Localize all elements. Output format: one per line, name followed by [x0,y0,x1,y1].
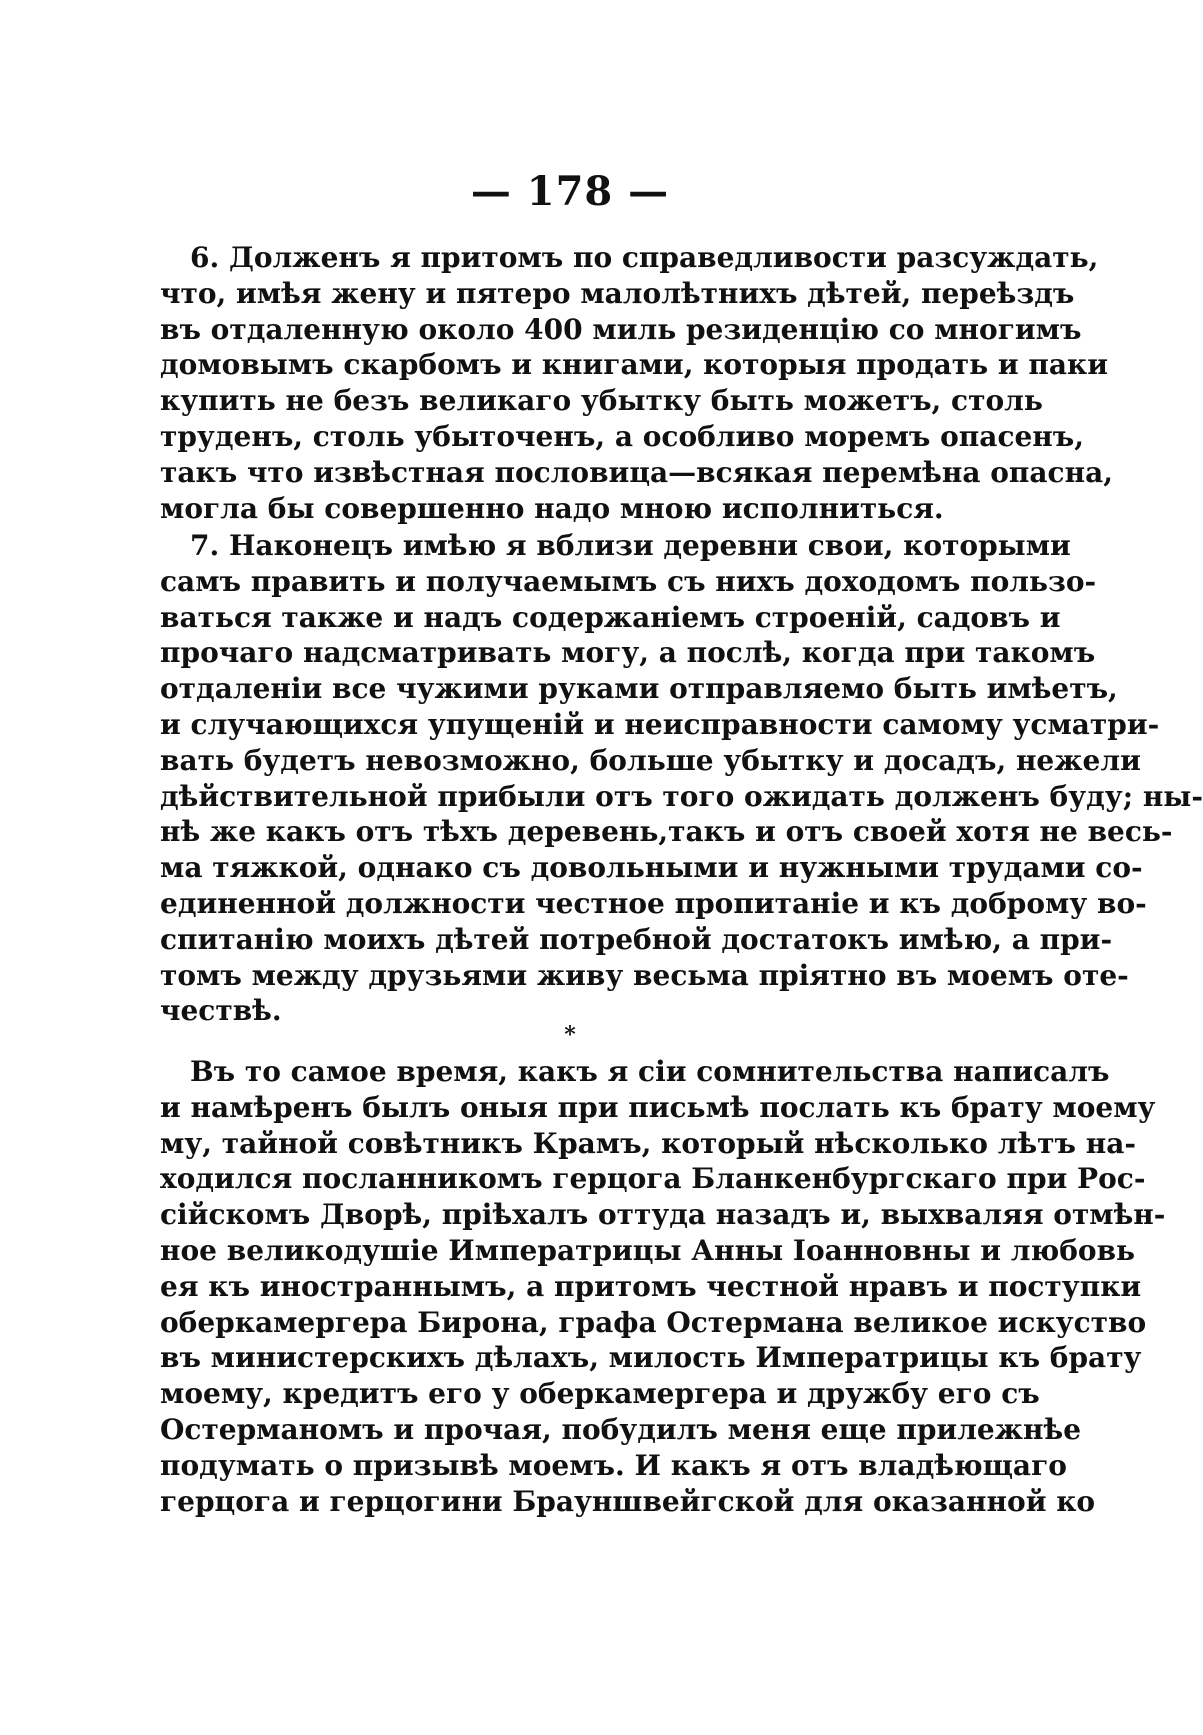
text-line: и случающихся упущеній и неисправности самому усматри- [160,707,1160,741]
text-line: купить не безъ великаго убытку быть можетъ, столь [160,384,1043,418]
text-line: вать будетъ невозможно, больше убытку и досадъ, нежели [160,743,1141,777]
text-line: ваться также и надъ содержаніемъ строеній, садовъ и [160,600,1061,634]
paragraph-6 [160,240,1113,526]
text-line: что, имѣя жену и пятеро малолѣтнихъ дѣтей, переѣздъ [160,276,1075,310]
text-line: такъ что извѣстная пословица—всякая перемѣна опасна, [160,455,1113,489]
page-number: — 178 — [470,168,670,215]
text-line: ходился посланникомъ герцога Бланкенбургскаго при Рос- [160,1162,1146,1196]
text-line: дѣйствительной прибыли отъ того ожидать долженъ буду; ны- [160,779,1203,813]
text-line: единенной должности честное пропитаніе и къ доброму во- [160,886,1147,920]
paragraph-narrative [160,1054,1166,1519]
text-line: чествѣ. [160,994,282,1028]
text-line: спитанію моихъ дѣтей потребной достатокъ имѣю, а при- [160,922,1113,956]
text-line: отдаленіи все чужими руками отправляемо быть имѣетъ, [160,672,1118,706]
text-line: герцога и герцогини Брауншвейгской для оказанной ко [160,1484,1096,1518]
text-line: въ министерскихъ дѣлахъ, милость Императрицы къ брату [160,1341,1142,1375]
text-line: прочаго надсматривать могу, а послѣ, когда при такомъ [160,636,1096,670]
text-line: самъ править и получаемымъ съ нихъ доходомъ пользо- [160,564,1097,598]
text-line: и намѣренъ былъ оныя при письмѣ послать къ брату моему [160,1090,1156,1124]
text-line: 7. Наконецъ имѣю я вблизи деревни свои, которыми [190,529,1071,562]
text-line: сійскомъ Дворѣ, пріѣхалъ оттуда назадъ и, выхваляя отмѣн- [160,1198,1166,1232]
text-line: оберкамергера Бирона, графа Остермана великое искуство [160,1305,1147,1339]
text-line: му, тайной совѣтникъ Крамъ, который нѣсколько лѣтъ на- [160,1126,1136,1160]
text-line: моему, кредитъ его у оберкамергера и дружбу его съ [160,1377,1040,1411]
section-separator-asterisk: * [564,1022,576,1048]
text-line: домовымъ скарбомъ и книгами, которыя продать и паки [160,348,1108,382]
text-line: ное великодушіе Императрицы Анны Іоанновны и любовь [160,1233,1136,1267]
text-line: ма тяжкой, однако съ довольными и нужными трудами со- [160,851,1143,885]
text-line: ея къ иностраннымъ, а притомъ честной нравъ и поступки [160,1269,1142,1303]
paragraph-7 [160,528,1203,1029]
text-line: труденъ, столь убыточенъ, а особливо моремъ опасенъ, [160,419,1085,453]
text-line: нѣ же какъ отъ тѣхъ деревень,такъ и отъ своей хотя не весь- [160,815,1173,849]
text-line: 6. Долженъ я притомъ по справедливости разсуждать, [190,241,1099,274]
text-line: могла бы совершенно надо мною исполниться. [160,491,944,525]
text-line: томъ между друзьями живу весьма пріятно въ моемъ оте- [160,958,1129,992]
text-line: въ отдаленную около 400 миль резиденцію со многимъ [160,312,1082,346]
text-line: подумать о призывѣ моемъ. И какъ я отъ владѣющаго [160,1448,1067,1482]
text-line: Остерманомъ и прочая, побудилъ меня еще прилежнѣе [160,1412,1082,1446]
text-line: Въ то самое время, какъ я сіи сомнительства написалъ [190,1055,1110,1088]
